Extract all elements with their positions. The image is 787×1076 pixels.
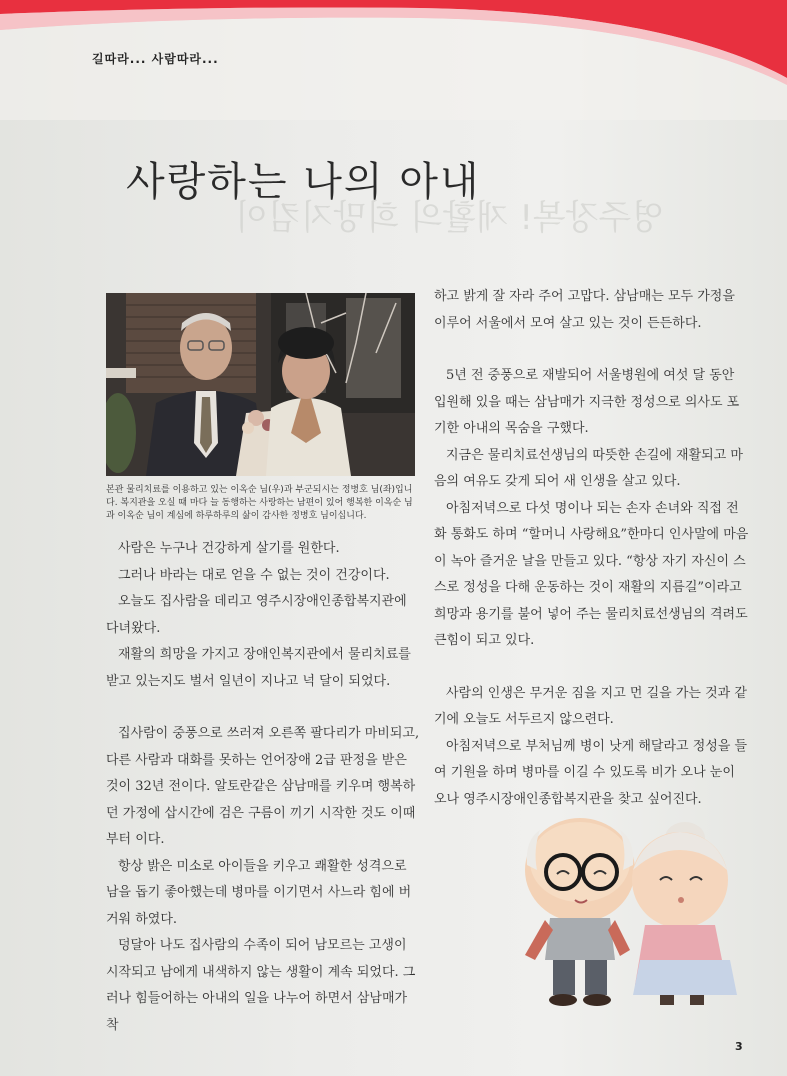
paragraph: 오늘도 집사람을 데리고 영주시장애인종합복지관에 다녀왔다.: [106, 594, 407, 636]
paragraph: 덩달아 나도 집사람의 수족이 되어 남모르는 고생이 시작되고 남에게 내색하지 않는 생활이 계속 되었다. 그러나 힘들어하는 아내의 일을 나누어 하면서 삼남매가 착: [106, 938, 416, 1033]
paragraph-gap: [106, 695, 420, 721]
paragraph: 아침저녁으로 부처님께 병이 낫게 해달라고 정성을 들여 기원을 하며 병마를 이길 수 있도록 비가 오나 눈이 오나 영주시장애인종합복지관을 찾고 싶어진다.: [434, 738, 748, 807]
paragraph: 항상 밝은 미소로 아이들을 키우고 쾌활한 성격으로 남을 돕기 좋아했는데 병마를 이기면서 사느라 힘에 버거워 하였다.: [106, 858, 412, 927]
paragraph: 그러나 바라는 대로 얻을 수 없는 것이 건강이다.: [118, 567, 390, 583]
running-header: 길따라... 사람따라...: [92, 52, 219, 66]
paragraph: 재활의 희망을 가지고 장애인복지관에서 물리치료를 받고 있는지도 벌서 일년이 지나고 넉 달이 되었다.: [106, 647, 411, 689]
page-number: 3: [735, 1040, 743, 1053]
paragraph: 집사람이 중풍으로 쓰러져 오른쪽 팔다리가 마비되고, 다른 사람과 대화를 못하는 언어장애 2급 판정을 받은 것이 32년 전이다. 알토란같은 삼남매를 키우며 행복하던 가정에 삽시간에 검은 구름이 끼기 시작한 것도 이때부터 이다.: [106, 726, 420, 847]
article-title: 사랑하는 나의 아내: [126, 159, 481, 205]
paragraph: 하고 밝게 잘 자라 주어 고맙다. 삼남매는 모두 가정을 이루어 서울에서 모여 살고 있는 것이 든든하다.: [434, 289, 735, 331]
paragraph: 지금은 물리치료선생님의 따뜻한 손길에 재활되고 마음의 여유도 갖게 되어 새 인생을 살고 있다.: [434, 447, 743, 489]
paragraph-gap: [434, 655, 750, 681]
paragraph: 사람의 인생은 무거운 짐을 지고 먼 길을 가는 것과 같기에 오늘도 서두르지 않으련다.: [434, 685, 747, 727]
photo-caption: 본관 물리치료를 이용하고 있는 이옥순 님(우)과 부군되시는 정병호 님(좌)입니다. 복지관을 오실 때 마다 늘 동행하는 사랑하는 남편이 있어 행복한 이옥순 님과 이옥순 님이 계심에 하루하루의 삶이 감사한 정병호 님이십니다.: [106, 485, 413, 521]
paragraph: 아침저녁으로 다섯 명이나 되는 손자 손녀와 직접 전화 통화도 하며 “할머니 사랑해요”한마디 인사말에 마음이 녹아 즐거운 날을 만들고 있다. “항상 자기 자신이 스스로 정성을 다해 운동하는 것이 재활의 지름길”이라고 희망과 용기를 불어 넣어 주는 물리치료선생님의 격려도 큰힘이 되고 있다.: [434, 500, 749, 648]
paragraph: 5년 전 중풍으로 재발되어 서울병원에 여섯 달 동안 입원해 있을 때는 삼남매가 지극한 정성으로 의사도 포기한 아내의 목숨을 구했다.: [434, 368, 740, 436]
show-through-text: 영주장복! 재활의 희망지킴이: [235, 198, 665, 238]
elderly-couple-mascot-illustration: [505, 810, 740, 1010]
paragraph: 사람은 누구나 건강하게 살기를 원한다.: [118, 541, 340, 556]
couple-photo: [106, 293, 415, 476]
article-column-left: [106, 536, 420, 1039]
paragraph-gap: [434, 337, 750, 363]
article-column-right: [434, 284, 750, 813]
